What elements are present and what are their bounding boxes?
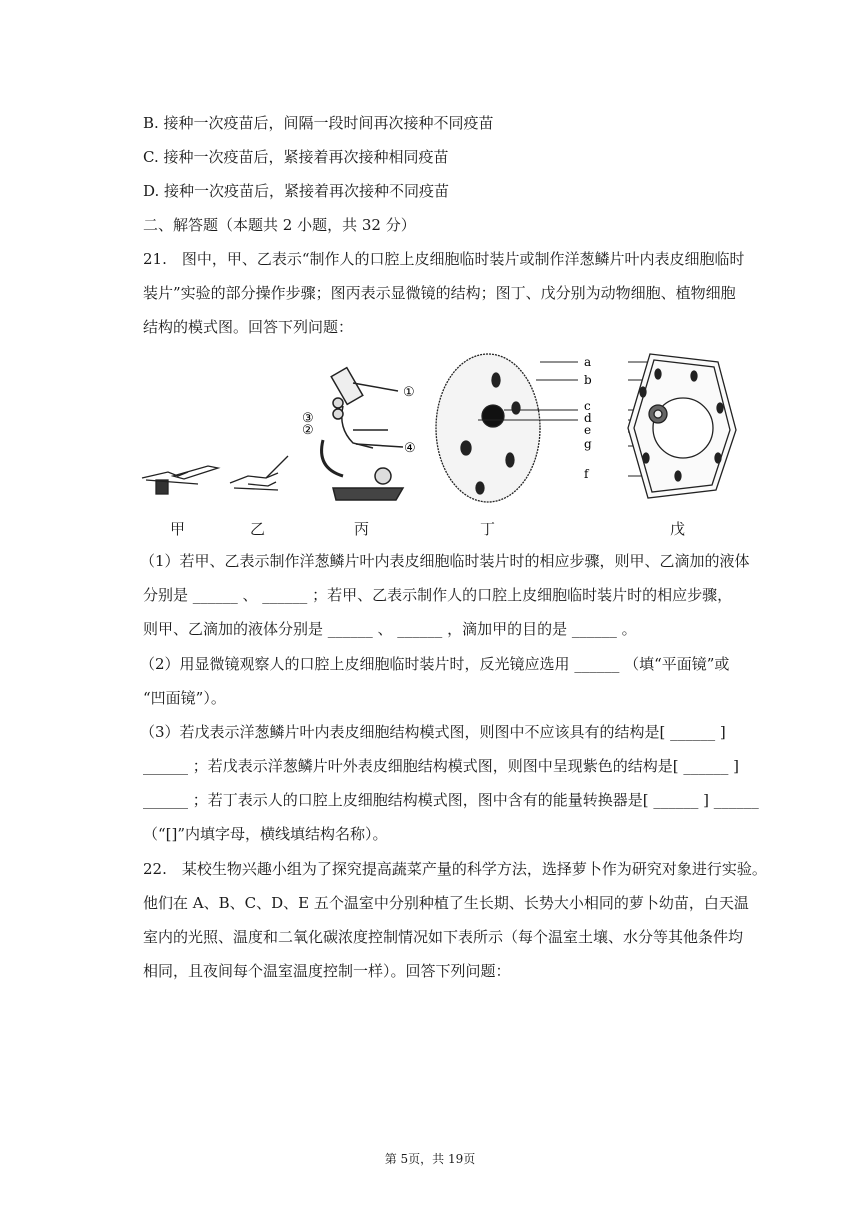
- label-yi: 乙: [250, 520, 266, 538]
- figure-wu-plant-cell: [628, 354, 736, 498]
- q21-part3-line1: （3）若戊表示洋葱鳞片叶内表皮细胞结构模式图，则图中不应该具有的结构是[ ______ ]: [140, 723, 726, 741]
- q21-part1-line2: 分别是 ______ 、 ______ ；若甲、乙表示制作人的口腔上皮细胞临时装片时的相应步骤，: [143, 586, 733, 604]
- q22-stem-line3: 室内的光照、温度和二氧化碳浓度控制情况如下表所示（每个温室土壤、水分等其他条件均: [143, 928, 744, 946]
- q21-part2-line2: “凹面镜”）。: [143, 689, 226, 707]
- q21-part1-line1: （1）若甲、乙表示制作洋葱鳞片叶内表皮细胞临时装片时的相应步骤，则甲、乙滴加的液体: [140, 552, 750, 570]
- q22-stem-line2: 他们在 A、B、C、D、E 五个温室中分别种植了生长期、长势大小相同的萝卜幼苗，白天温: [143, 894, 749, 912]
- q21-part3-line4: （“[]”内填字母，横线填结构名称）。: [143, 825, 388, 843]
- figure-bing-microscope: [322, 368, 403, 500]
- q21-part3-line2: ______ ；若戊表示洋葱鳞片叶外表皮细胞结构模式图，则图中呈现紫色的结构是[ ______ ]: [143, 757, 740, 775]
- section-heading: 二、解答题（本题共 2 小题，共 32 分）: [143, 216, 416, 234]
- q21-part1-line3: 则甲、乙滴加的液体分别是 ______ 、 ______ ，滴加甲的目的是 ______ 。: [143, 620, 637, 638]
- q22-stem-line1: 22. 某校生物兴趣小组为了探究提高蔬菜产量的科学方法，选择萝卜作为研究对象进行实验。: [143, 860, 767, 878]
- letter-b: b: [584, 373, 592, 387]
- figure-jia-drawing: [142, 466, 218, 494]
- label-wu: 戊: [670, 520, 686, 538]
- option-d: D. 接种一次疫苗后，紧接着再次接种不同疫苗: [143, 182, 450, 200]
- letter-f: f: [584, 467, 589, 481]
- q21-stem-line3: 结构的模式图。回答下列问题：: [143, 318, 354, 336]
- q22-stem-line4: 相同，且夜间每个温室温度控制一样）。回答下列问题：: [143, 962, 511, 980]
- letter-g: g: [584, 437, 592, 451]
- marker-2: ②: [302, 423, 314, 438]
- figure-ding-animal-cell: [436, 354, 540, 502]
- figure-svg: [138, 348, 748, 544]
- option-b: B. 接种一次疫苗后，间隔一段时间再次接种不同疫苗: [143, 114, 494, 132]
- marker-3: ③: [302, 411, 314, 426]
- page-footer: 第 5页，共 19页: [384, 1152, 476, 1166]
- label-jia: 甲: [170, 520, 186, 538]
- letter-e: e: [584, 423, 592, 437]
- letter-c: c: [584, 399, 591, 413]
- q21-figure: [138, 348, 748, 544]
- marker-4: ④: [404, 441, 416, 456]
- marker-1: ①: [403, 385, 415, 400]
- label-bing: 丙: [354, 520, 370, 538]
- q21-part2-line1: （2）用显微镜观察人的口腔上皮细胞临时装片时，反光镜应选用 ______ （填“平面镜”或: [140, 655, 730, 673]
- q21-stem-line2: 装片”实验的部分操作步骤；图丙表示显微镜的结构；图丁、戊分别为动物细胞、植物细胞: [143, 284, 736, 302]
- letter-d: d: [584, 411, 592, 425]
- letter-a: a: [584, 355, 592, 369]
- q21-stem-line1: 21. 图中，甲、乙表示“制作人的口腔上皮细胞临时装片或制作洋葱鳞片叶内表皮细胞临时: [143, 250, 745, 268]
- figure-yi-drawing: [230, 456, 288, 490]
- q21-part3-line3: ______ ；若丁表示人的口腔上皮细胞结构模式图，图中含有的能量转换器是[ ______ ] ______: [143, 791, 759, 809]
- label-ding: 丁: [480, 520, 496, 538]
- option-c: C. 接种一次疫苗后，紧接着再次接种相同疫苗: [143, 148, 449, 166]
